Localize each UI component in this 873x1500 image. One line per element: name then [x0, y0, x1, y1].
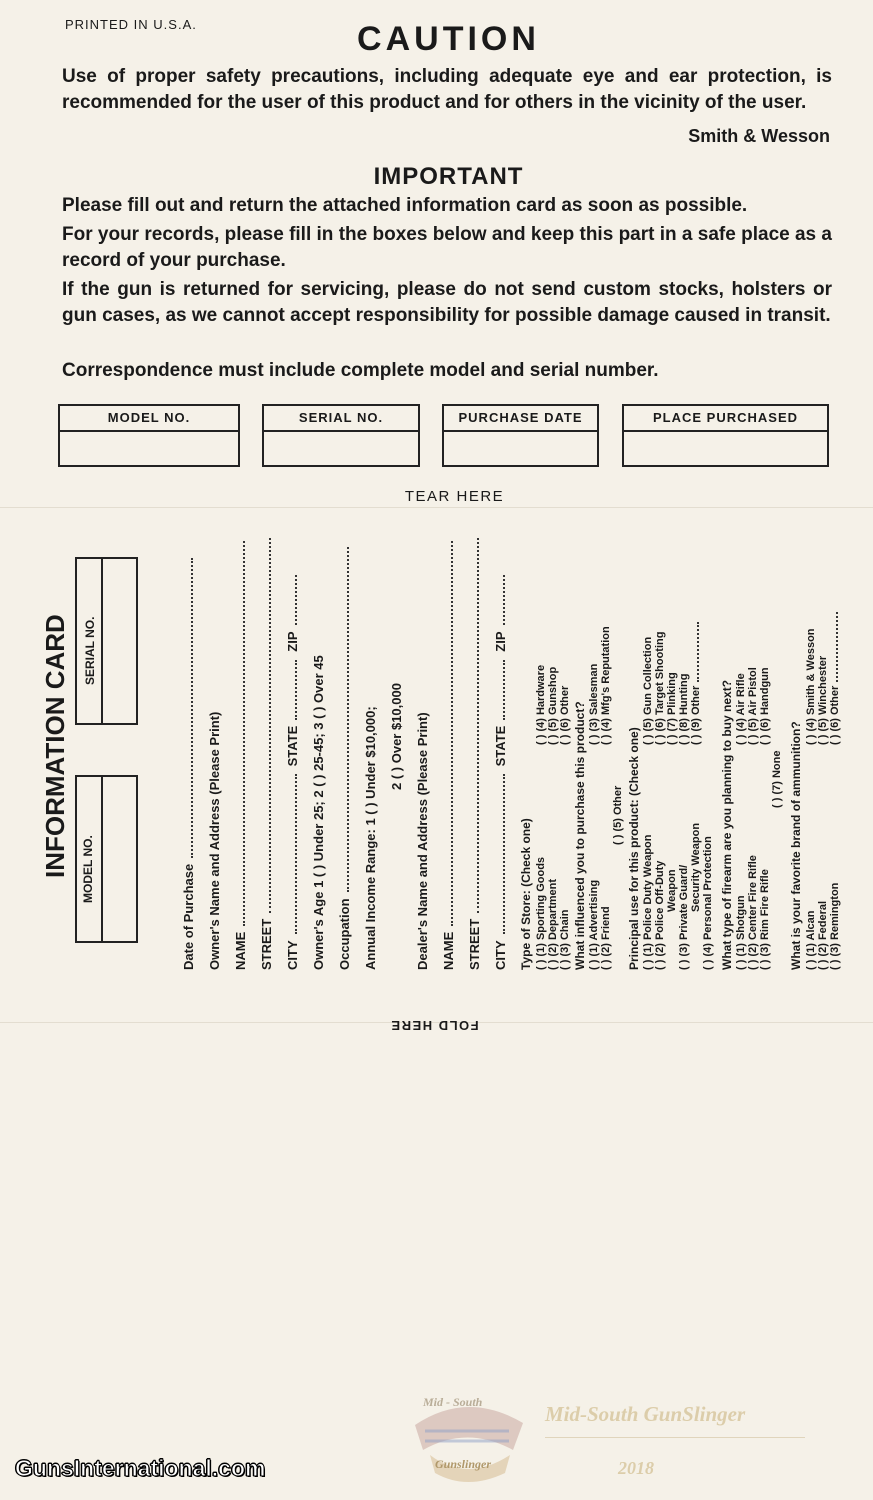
paragraph-records: For your records, please fill in the boxes below and keep this part in a safe place as a record of your purchase.: [62, 224, 832, 271]
date-of-purchase-field[interactable]: [182, 558, 196, 970]
place-purchased-box[interactable]: [622, 404, 829, 467]
dealer-name-field[interactable]: [442, 541, 456, 970]
use-option-4[interactable]: ( ) (4) Personal Protection: [702, 836, 714, 970]
information-card-title: INFORMATION CARD: [40, 614, 70, 878]
caution-title: CAUTION: [357, 20, 540, 58]
watermark-rule: [545, 1437, 805, 1438]
next-option-6[interactable]: ( ) (6) Handgun: [759, 667, 771, 745]
next-option-1[interactable]: ( ) (1) Shotgun: [735, 895, 747, 970]
model-no-box[interactable]: [58, 404, 240, 467]
use-option-7[interactable]: ( ) (7) Plinking: [666, 672, 678, 745]
use-option-5[interactable]: ( ) (5) Gun Collection: [642, 636, 654, 745]
date-of-purchase-label: Date of Purchase: [181, 863, 196, 970]
printed-in-usa: PRINTED IN U.S.A.: [65, 17, 197, 32]
dealer-heading: Dealer's Name and Address (Please Print): [415, 712, 430, 970]
next-firearm-question: What type of firearm are you planning to buy next?: [720, 679, 734, 970]
dealer-state-label: STATE: [493, 725, 508, 767]
occupation-field[interactable]: [338, 547, 352, 970]
model-no-label: MODEL NO.: [60, 406, 238, 432]
owner-zip-label: ZIP: [285, 631, 300, 652]
card-serial-label: SERIAL NO.: [83, 616, 97, 685]
influence-option-1[interactable]: ( ) (1) Advertising: [588, 879, 600, 970]
gunsinternational-logo: GunsInternational.com: [15, 1455, 266, 1481]
store-option-1[interactable]: ( ) (1) Sporting Goods: [535, 856, 547, 970]
influence-option-4[interactable]: ( ) (4) Mfg's Reputation: [600, 626, 612, 745]
ammo-option-1[interactable]: ( ) (1) Alcan: [805, 910, 817, 970]
tear-line: [0, 507, 873, 508]
ammo-option-6-label: ( ) (6) Other: [829, 685, 841, 745]
next-option-4[interactable]: ( ) (4) Air Rifle: [735, 673, 747, 745]
next-option-5[interactable]: ( ) (5) Air Pistol: [747, 667, 759, 745]
owner-age-field[interactable]: Owner's Age 1 ( ) Under 25; 2 ( ) 25-45; 3 ( ) Over 45: [311, 655, 326, 970]
paragraph-servicing: If the gun is returned for servicing, please do not send custom stocks, holsters or gun cases, as we cannot accept responsibility for possible damage caused in transit.: [62, 279, 832, 326]
owner-city-field[interactable]: [286, 575, 300, 970]
owner-heading: Owner's Name and Address (Please Print): [207, 711, 222, 970]
brand-name: Smith & Wesson: [688, 126, 830, 146]
next-option-3[interactable]: ( ) (3) Rim Fire Rifle: [759, 869, 771, 970]
store-question: Type of Store: (Check one): [519, 818, 533, 970]
paragraph-return-card: Please fill out and return the attached information card as soon as possible.: [62, 195, 748, 216]
ammo-option-5[interactable]: ( ) (5) Winchester: [817, 655, 829, 745]
income-field-1[interactable]: Annual Income Range: 1 ( ) Under $10,000;: [363, 706, 378, 970]
owner-state-label: STATE: [285, 725, 300, 767]
influence-option-3[interactable]: ( ) (3) Salesman: [588, 663, 600, 745]
next-option-2[interactable]: ( ) (2) Center Fire Rifle: [747, 855, 759, 970]
mid-south-badge: [405, 1395, 530, 1483]
mid-south-watermark-text: Mid-South GunSlinger: [545, 1402, 746, 1426]
occupation-label: Occupation: [337, 898, 352, 970]
badge-bottom-text: Gunslinger: [435, 1457, 492, 1471]
owner-street-label: STREET: [259, 918, 274, 970]
influence-option-5[interactable]: ( ) (5) Other: [612, 785, 624, 845]
store-option-3[interactable]: ( ) (3) Chain: [559, 909, 571, 970]
use-option-9-label: ( ) (9) Other: [690, 685, 702, 745]
serial-no-label: SERIAL NO.: [264, 406, 418, 432]
use-option-2[interactable]: ( ) (2) Police Off-Duty: [654, 860, 666, 970]
caution-text: Use of proper safety precautions, including adequate eye and ear protection, is recommended for the user of this product and for others in the vicinity of the user.: [62, 66, 832, 113]
ammo-option-4[interactable]: ( ) (4) Smith & Wesson: [805, 628, 817, 745]
income-field-2[interactable]: 2 ( ) Over $10,000: [389, 683, 404, 790]
paragraph-correspondence: Correspondence must include complete model and serial number.: [62, 360, 659, 381]
dealer-street-label: STREET: [467, 918, 482, 970]
owner-city-label: CITY: [285, 940, 300, 970]
important-title: IMPORTANT: [373, 163, 524, 190]
owner-street-field[interactable]: [260, 538, 274, 970]
store-option-4[interactable]: ( ) (4) Hardware: [535, 664, 547, 745]
influence-option-2[interactable]: ( ) (2) Friend: [600, 906, 612, 970]
tear-here: TEAR HERE: [404, 488, 505, 505]
use-option-1[interactable]: ( ) (1) Police Duty Weapon: [642, 834, 654, 970]
use-option-2-cont: Weapon: [666, 869, 678, 912]
ammo-option-6[interactable]: [829, 612, 841, 745]
use-question: Principal use for this product: (Check one): [627, 727, 641, 970]
store-option-6[interactable]: ( ) (6) Other: [559, 685, 571, 745]
use-option-8[interactable]: ( ) (8) Hunting: [678, 673, 690, 745]
use-option-9[interactable]: [690, 622, 702, 745]
ammo-option-2[interactable]: ( ) (2) Federal: [817, 900, 829, 970]
use-option-6[interactable]: ( ) (6) Target Shooting: [654, 631, 666, 745]
dealer-zip-label: ZIP: [493, 631, 508, 652]
use-option-3[interactable]: ( ) (3) Private Guard/: [678, 864, 690, 970]
owner-name-field[interactable]: [234, 541, 248, 970]
place-purchased-label: PLACE PURCHASED: [624, 406, 827, 432]
dealer-city-label: CITY: [493, 940, 508, 970]
card-model-divider: [101, 777, 103, 941]
badge-top-text: Mid - South: [423, 1395, 483, 1409]
watermark-year: 2018: [618, 1458, 654, 1478]
card-model-label: MODEL NO.: [81, 835, 95, 903]
store-option-5[interactable]: ( ) (5) Gunshop: [547, 666, 559, 745]
dealer-city-field[interactable]: [494, 575, 508, 970]
ammo-option-3[interactable]: ( ) (3) Remington: [829, 882, 841, 970]
fold-here: FOLD HERE: [390, 1018, 479, 1033]
ammo-question: What is your favorite brand of ammunition?: [789, 721, 803, 970]
owner-name-label: NAME: [233, 931, 248, 970]
dealer-street-field[interactable]: [468, 538, 482, 970]
serial-no-box[interactable]: [262, 404, 420, 467]
store-option-2[interactable]: ( ) (2) Department: [547, 878, 559, 970]
next-option-7[interactable]: ( ) (7) None: [771, 750, 783, 808]
influence-question: What influenced you to purchase this product?: [573, 701, 587, 970]
dealer-name-label: NAME: [441, 931, 456, 970]
purchase-date-box[interactable]: [442, 404, 599, 467]
purchase-date-label: PURCHASE DATE: [444, 406, 597, 432]
use-option-3-cont: Security Weapon: [690, 822, 702, 912]
card-serial-divider: [101, 559, 103, 723]
